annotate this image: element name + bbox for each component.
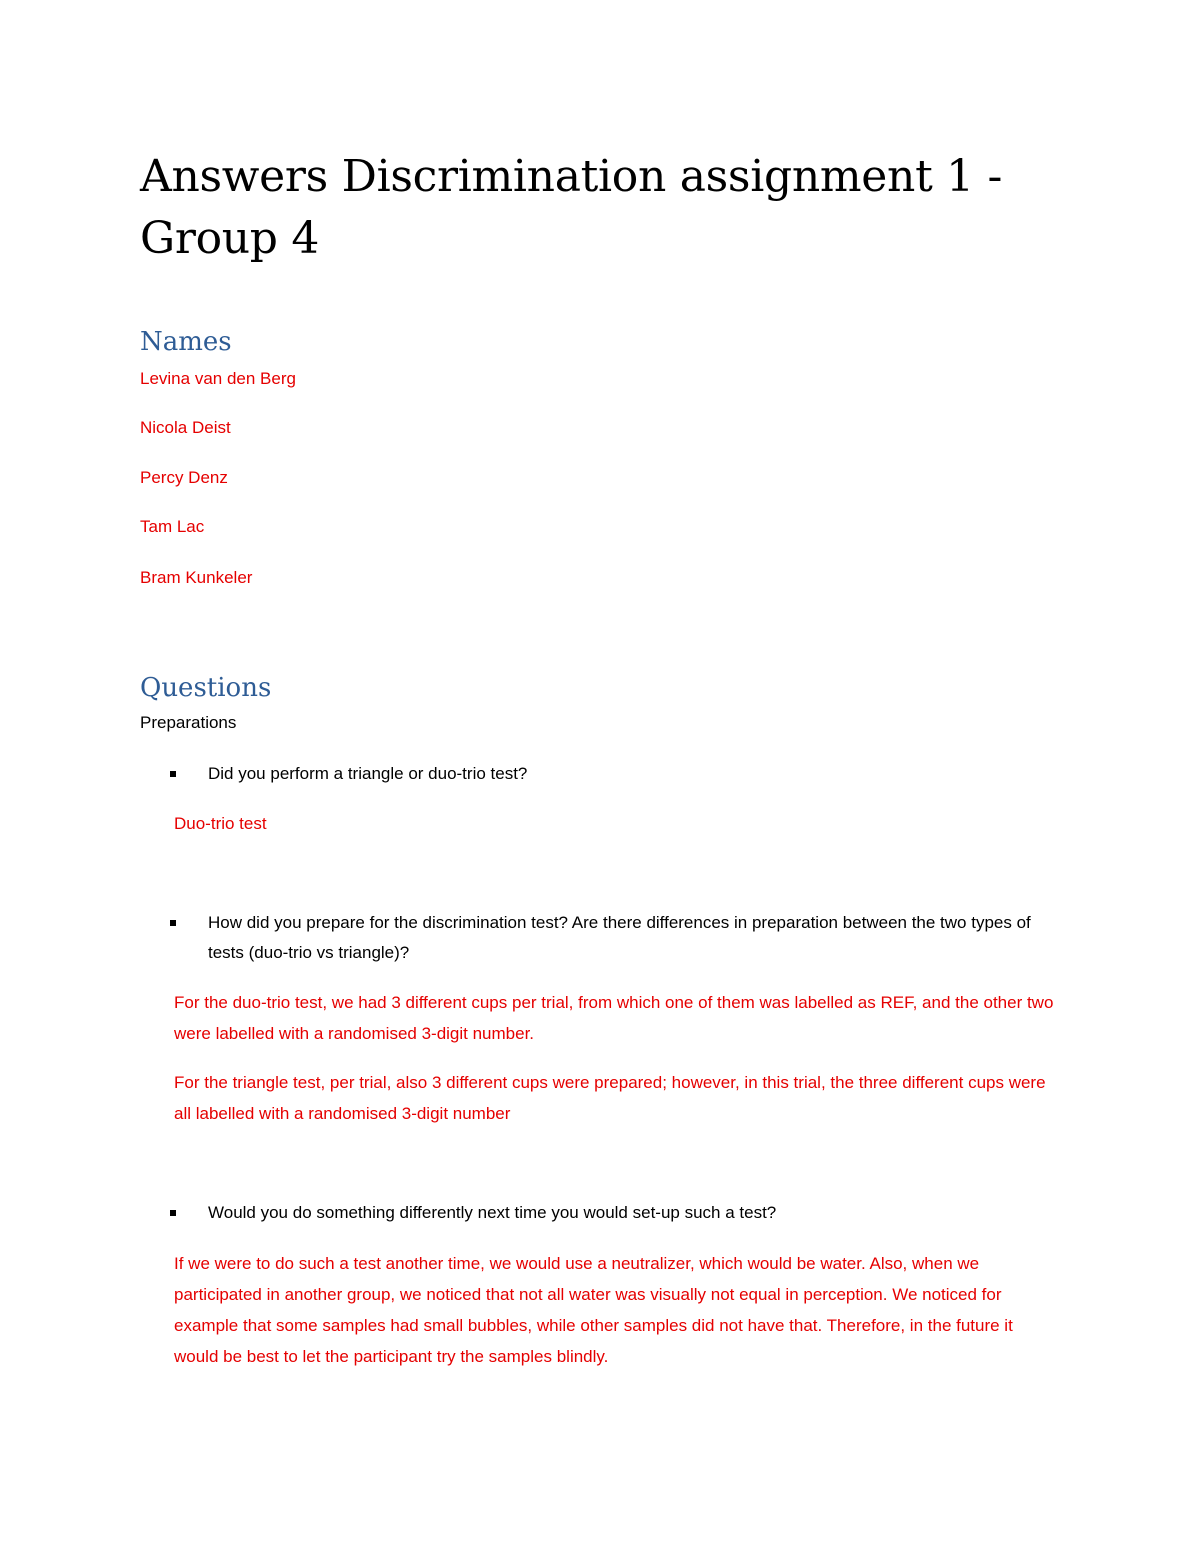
bullet-icon <box>170 1210 176 1216</box>
question-text: Did you perform a triangle or duo-trio test? <box>208 764 528 783</box>
answer-text: If we were to do such a test another time, we would use a neutralizer, which would be water. Also, when we participated in another group, we noticed that not all water was visually not equal in perception. We noticed for example that some samples had small bubbles, while other samples did not have that. Therefore, in the future it would be best to let the participant try the samples blindly. <box>174 1254 1013 1366</box>
question-item <box>172 1198 1052 1228</box>
name-item: Bram Kunkeler <box>140 568 253 587</box>
name-item: Levina van den Berg <box>140 369 296 388</box>
answer-text: For the triangle test, per trial, also 3 different cups were prepared; however, in this trial, the three different cups were all labelled with a randomised 3-digit number <box>174 1073 1046 1123</box>
section-label: Preparations <box>140 713 237 732</box>
question-item <box>172 908 1052 968</box>
question-item <box>172 759 1052 789</box>
name-item: Nicola Deist <box>140 418 231 437</box>
names-heading: Names <box>140 327 232 357</box>
name-item: Tam Lac <box>140 517 205 536</box>
answer-text: For the duo-trio test, we had 3 different cups per trial, from which one of them was labelled as REF, and the other two were labelled with a randomised 3-digit number. <box>174 993 1054 1043</box>
questions-heading: Questions <box>140 673 272 703</box>
document-title: Answers Discrimination assignment 1 - Group 4 <box>140 151 1003 264</box>
bullet-icon <box>170 920 176 926</box>
name-item: Percy Denz <box>140 468 228 487</box>
question-text: How did you prepare for the discrimination test? Are there differences in preparation between the two types of tests (duo-trio vs triangle)? <box>208 913 1031 962</box>
answer-text: Duo-trio test <box>174 814 267 833</box>
question-text: Would you do something differently next time you would set-up such a test? <box>208 1203 777 1222</box>
bullet-icon <box>170 771 176 777</box>
